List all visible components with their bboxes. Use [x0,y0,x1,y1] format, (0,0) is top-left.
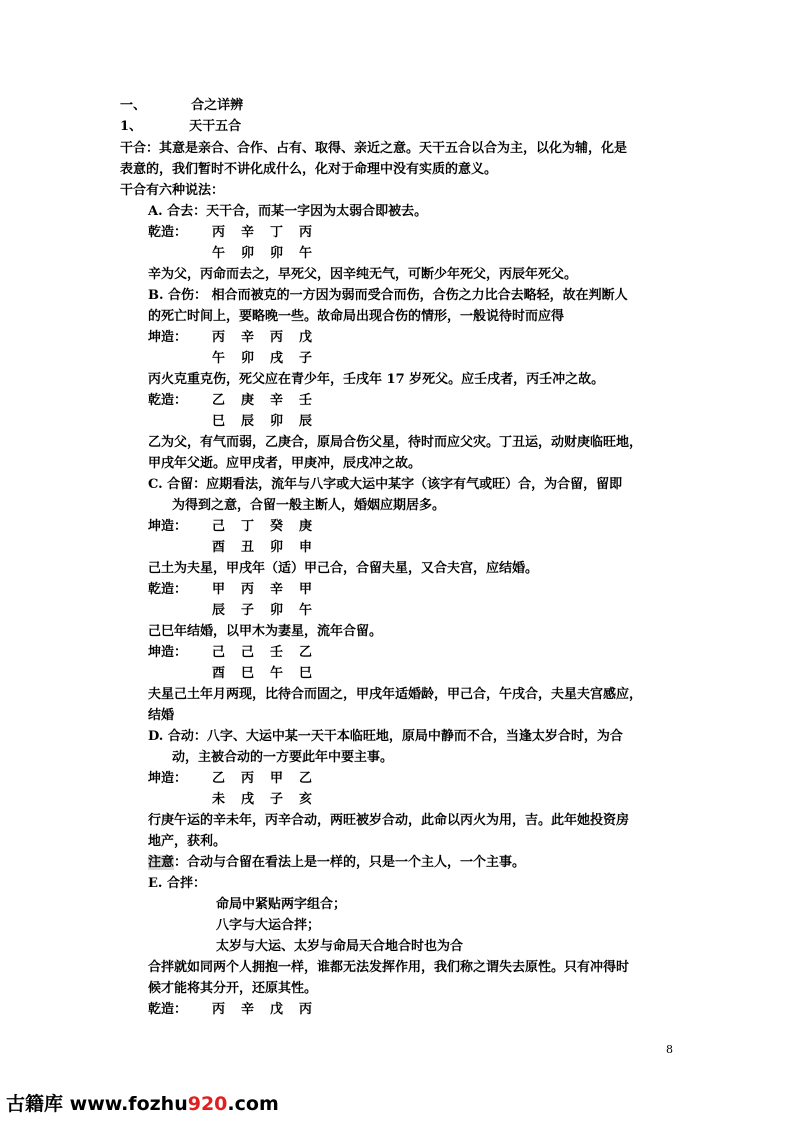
branch-char: 申 [299,540,313,555]
chart-stems [212,770,328,788]
chart-branches [212,539,328,557]
stem-char: 己 [212,645,226,660]
chart-branches [212,665,328,683]
branch-char: 午 [212,246,226,261]
branch-char: 辰 [299,414,313,429]
section-b-title: B. 合伤： 相合而被克的一方因为弱而受合而伤，合伤之力比合去略轻，故在判断人 [148,288,628,303]
footer-watermark [6,1089,279,1116]
branch-char: 午 [299,246,313,261]
chart-label: 坤造： [148,330,188,345]
footer-site-name: 古籍库 [6,1093,64,1115]
chart-label: 坤造： [148,645,188,660]
paragraph-line: 地产，获利。 [148,834,227,849]
chart-stems [212,329,328,347]
stem-char: 丁 [241,519,255,534]
branch-char: 卯 [241,351,255,366]
branch-char: 戌 [241,792,255,807]
stem-char: 甲 [270,771,284,786]
chart-stems [212,581,328,599]
paragraph-line: 辛为父，丙命而去之，早死父，因辛纯无气，可断少年死父，丙辰年死父。 [148,267,578,282]
branch-char: 子 [299,351,313,366]
stem-char: 乙 [212,771,226,786]
branch-char: 巳 [212,414,226,429]
branch-char: 子 [270,792,284,807]
stem-char: 己 [212,519,226,534]
branch-char: 未 [212,792,226,807]
stem-char: 乙 [299,645,313,660]
stem-char: 丙 [212,330,226,345]
paragraph-line: 结婚 [148,708,175,723]
branch-char: 辰 [212,603,226,618]
paragraph-line: 合拌就如同两个人拥抱一样，谁都无法发挥作用，我们称之谓失去原性。只有冲得时 [148,960,630,975]
branch-char: 卯 [270,246,284,261]
stem-char: 癸 [270,519,284,534]
chart-stems [212,392,328,410]
branch-char: 巳 [299,666,313,681]
stem-char: 戊 [299,330,313,345]
paragraph-line: 己土为夫星，甲戌年（适）甲己合，合留夫星，又合夫宫，应结婚。 [148,561,539,576]
paragraph-line: 行庚午运的辛未年，丙辛合动，两旺被岁合动，此命以丙火为用，吉。此年她投资房 [148,813,630,828]
heading-1-number: 一、 [120,98,147,113]
chart-branches [212,791,328,809]
stem-char: 乙 [299,771,313,786]
chart-label: 坤造： [148,519,188,534]
stem-char: 丙 [270,330,284,345]
branch-char: 酉 [212,540,226,555]
stem-char: 壬 [270,645,284,660]
branch-char: 午 [212,351,226,366]
chart-branches [212,350,328,368]
stem-char: 丙 [299,225,313,240]
branch-char: 辰 [241,414,255,429]
paragraph-line: 夫星己土年月两现，比待合而固之，甲戌年适婚龄，甲己合，午戌合，夫星夫宫感应， [148,687,643,702]
chart-branches [212,245,328,263]
branch-char: 卯 [270,414,284,429]
stem-char: 己 [241,645,255,660]
branch-char: 卯 [270,540,284,555]
stem-char: 庚 [299,519,313,534]
heading-2 [120,118,241,136]
note-label: 注意 [148,855,175,870]
note-text: ：合动与合留在看法上是一样的，只是一个主人，一个主事。 [174,855,526,870]
stem-char: 辛 [270,582,284,597]
paragraph-line: 己巳年结婚，以甲木为妻星，流年合留。 [148,624,383,639]
note-line [148,854,525,872]
stem-char: 丁 [270,225,284,240]
paragraph-line: 干合：其意是亲合、合作、占有、取得、亲近之意。天干五合以合为主，以化为辅，化是 [120,141,628,156]
chart-stems [212,518,328,536]
heading-1-title: 合之详辨 [191,98,244,113]
branch-char: 戌 [270,351,284,366]
chart-label: 乾造： [148,393,188,408]
stem-char: 庚 [241,393,255,408]
chart-label: 坤造： [148,771,188,786]
chart-label: 乾造： [148,582,188,597]
branch-char: 午 [270,666,284,681]
paragraph-line: 甲戌年父逝。应甲戌者，甲庚冲，辰戌冲之故。 [148,456,422,471]
stem-char: 戊 [270,1002,284,1017]
chart-label: 乾造： [148,1002,188,1017]
footer-url-suffix: .com [227,1093,279,1115]
stem-char: 辛 [270,393,284,408]
page-number: 8 [666,1043,673,1056]
chart-stems [212,224,328,242]
stem-char: 甲 [212,582,226,597]
branch-char: 卯 [241,246,255,261]
stem-char: 甲 [299,582,313,597]
paragraph-line: 丙火克重克伤，死父应在青少年，壬戌年 17 岁死父。应壬戌者，丙壬冲之故。 [148,372,605,387]
paragraph-line: 动，主被合动的一方要此年中要主事。 [172,750,394,765]
stem-char: 丙 [212,225,226,240]
chart-branches [212,602,328,620]
paragraph-line: 的死亡时间上，要略晚一些。故命局出现合伤的情形，一般说待时而应得 [148,309,565,324]
branch-char: 卯 [270,603,284,618]
stem-char: 辛 [241,1002,255,1017]
section-a-title: A. 合去：天干合，而某一字因为太弱合即被去。 [148,204,428,219]
chart-branches [212,413,328,431]
chart-stems [212,644,328,662]
list-item: 太岁与大运、太岁与命局天合地合时也为合 [216,939,464,954]
stem-char: 壬 [299,393,313,408]
list-item: 命局中紧贴两字组合； [216,897,347,912]
heading-2-title: 天干五合 [189,119,242,134]
chart-label: 乾造： [148,225,188,240]
heading-2-number: 1、 [120,119,143,134]
branch-char: 丑 [241,540,255,555]
footer-url-prefix: www.fozhu [69,1093,188,1115]
branch-char: 亥 [299,792,313,807]
branch-char: 子 [241,603,255,618]
branch-char: 巳 [241,666,255,681]
paragraph-line: 干合有六种说法： [120,183,225,198]
section-d-title: D. 合动：八字、大运中某一天干本临旺地，原局中静而不合，当逢太岁合时，为合 [148,729,623,744]
stem-char: 丙 [241,771,255,786]
list-item: 八字与大运合拌； [216,918,321,933]
stem-char: 辛 [241,330,255,345]
chart-stems [212,1001,328,1019]
branch-char: 午 [299,603,313,618]
paragraph-line: 为得到之意，合留一般主断人，婚姻应期居多。 [172,498,446,513]
stem-char: 丙 [212,1002,226,1017]
paragraph-line: 候才能将其分开，还原其性。 [148,981,318,996]
stem-char: 丙 [299,1002,313,1017]
stem-char: 丙 [241,582,255,597]
footer-url-number: 920 [187,1093,228,1115]
paragraph-line: 表意的，我们暂时不讲化成什么，化对于命理中没有实质的意义。 [120,162,498,177]
section-c-title: C. 合留：应期看法，流年与八字或大运中某字（该字有气或旺）合，为合留，留即 [148,477,623,492]
paragraph-line: 乙为父，有气而弱，乙庚合，原局合伤父星，待时而应父灾。丁丑运，动财庚临旺地， [148,435,643,450]
section-e-title: E. 合拌： [148,876,206,891]
stem-char: 乙 [212,393,226,408]
stem-char: 辛 [241,225,255,240]
heading-1 [120,97,243,115]
branch-char: 酉 [212,666,226,681]
